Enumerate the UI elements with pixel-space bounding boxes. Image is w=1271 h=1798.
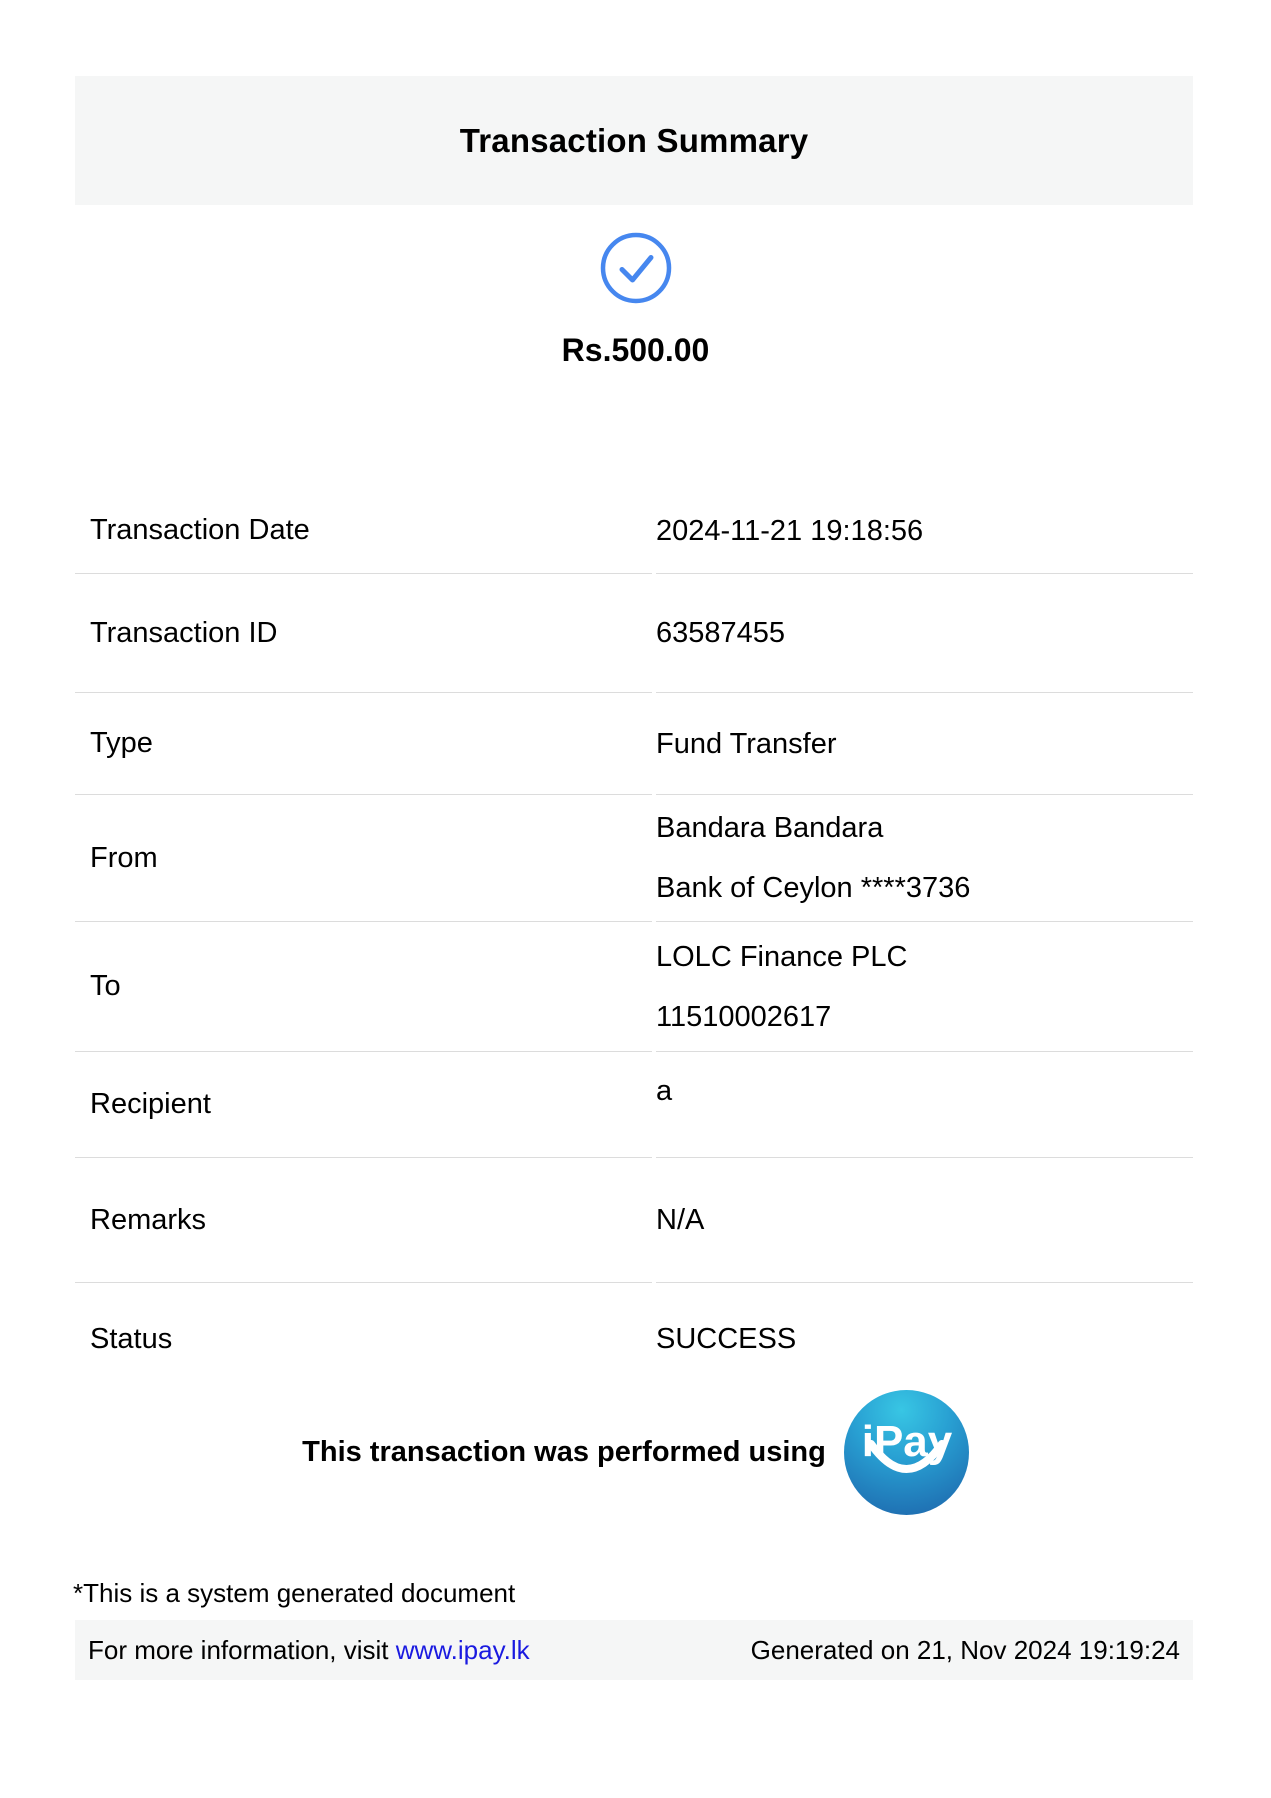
success-check-icon (599, 231, 673, 305)
row-value (656, 574, 1193, 693)
page-title: Transaction Summary (459, 121, 809, 159)
transaction-details-table (71, 488, 1197, 1395)
row-label: Type (75, 693, 652, 795)
table-row (75, 1283, 1193, 1395)
row-value-line: 11510002617 (656, 1000, 832, 1033)
row-value-line: Bank of Ceylon ****3736 (656, 872, 971, 904)
performed-using-section (0, 1390, 1271, 1515)
row-label: Status (90, 1322, 173, 1355)
row-value (656, 922, 1193, 1052)
transaction-amount: Rs.500.00 (561, 332, 710, 368)
row-value (656, 488, 1193, 574)
table-row (75, 922, 1193, 1052)
row-value-line: 63587455 (656, 617, 786, 649)
ipay-link[interactable]: www.ipay.lk (395, 1634, 530, 1665)
row-label: Transaction Date (75, 488, 652, 574)
ipay-logo-text: iPay (861, 1417, 953, 1466)
row-value-line: Fund Transfer (656, 727, 837, 760)
footer-info-text: For more information, visit (88, 1634, 396, 1665)
generated-timestamp: Generated on 21, Nov 2024 19:19:24 (750, 1634, 1180, 1665)
table-row (75, 574, 1193, 693)
table-row (75, 1158, 1193, 1283)
table-row (75, 1052, 1193, 1158)
row-value-line: 2024-11-21 19:18:56 (656, 514, 924, 547)
row-value-line: a (656, 1074, 673, 1107)
ipay-logo-icon (844, 1390, 969, 1515)
row-value (656, 693, 1193, 795)
footer-info (88, 1635, 530, 1666)
row-value (656, 795, 1193, 922)
system-generated-note: *This is a system generated document (73, 1578, 516, 1608)
row-value-line: SUCCESS (656, 1323, 797, 1355)
row-value (656, 1052, 1193, 1158)
document-header (75, 76, 1193, 205)
row-label: Transaction ID (75, 574, 652, 693)
row-label: From (75, 795, 652, 922)
row-value-line: N/A (656, 1204, 705, 1236)
performed-using-text: This transaction was performed using (302, 1436, 826, 1468)
table-row (75, 693, 1193, 795)
row-label: To (75, 922, 652, 1052)
row-value (656, 1158, 1193, 1283)
row-value (656, 1283, 1193, 1395)
row-value-line: Bandara Bandara (656, 812, 884, 844)
status-icon-section (0, 231, 1271, 310)
row-value-line: LOLC Finance PLC (656, 940, 908, 973)
table-row (75, 488, 1193, 574)
row-label: Remarks (75, 1158, 652, 1283)
table-row (75, 795, 1193, 922)
row-label: Recipient (75, 1052, 652, 1158)
document-footer (75, 1620, 1193, 1680)
